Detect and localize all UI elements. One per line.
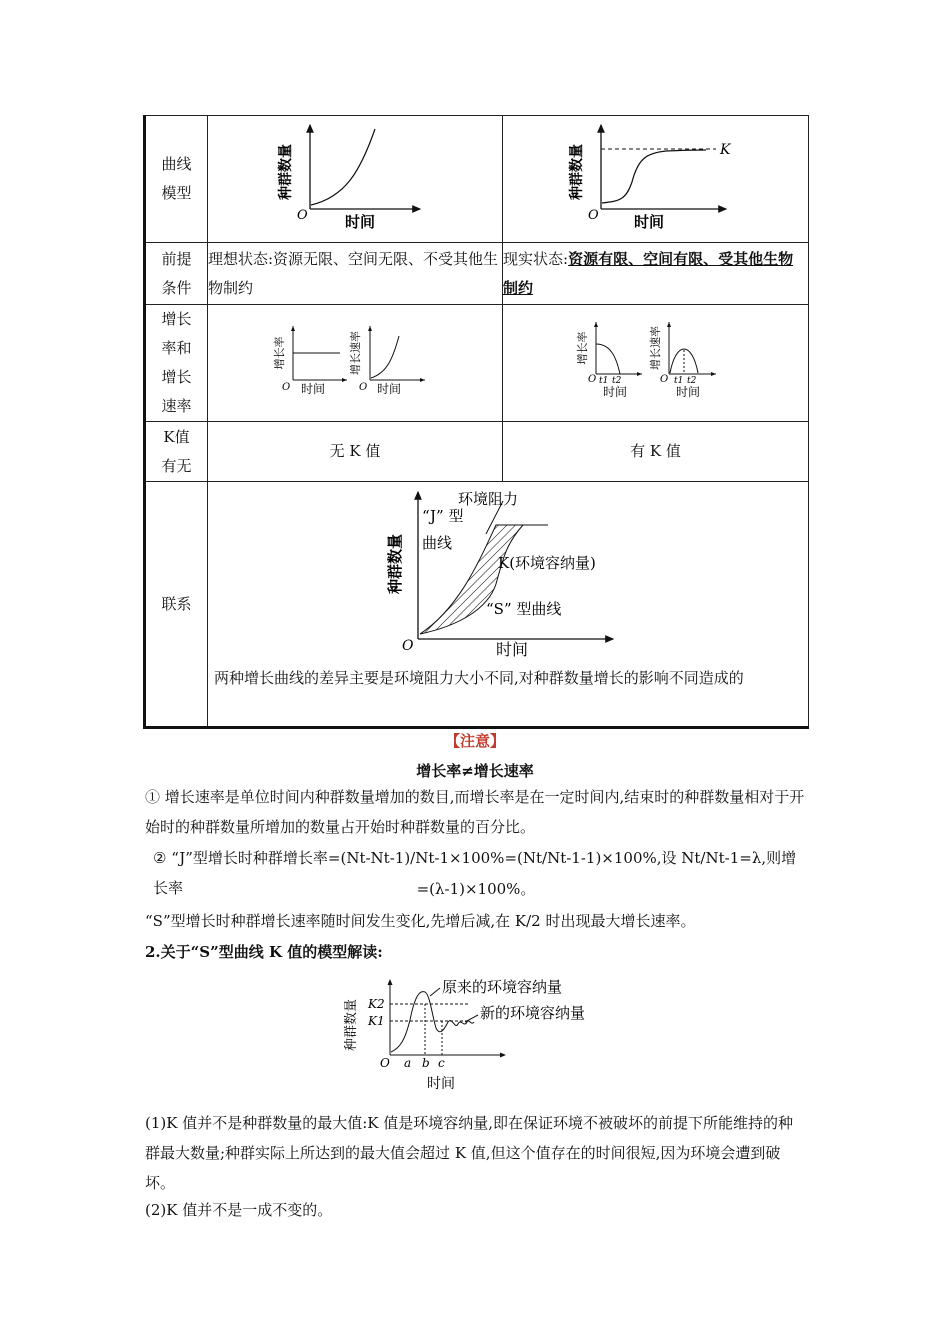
j-k: 无 K 值 xyxy=(208,422,503,482)
svg-text:O: O xyxy=(659,373,668,385)
svg-text:K: K xyxy=(719,141,730,158)
svg-text:t1: t1 xyxy=(598,375,608,386)
svg-text:环境阻力: 环境阻力 xyxy=(458,490,519,508)
note-title: 【注意】 xyxy=(444,732,505,750)
s-curve-cell xyxy=(503,116,809,243)
svg-text:增长率: 增长率 xyxy=(273,336,286,370)
section2-paragraph-1: (1)K 值并不是种群数量的最大值:K 值是环境容纳量,即在保证环境不被破坏的前提下所能维持的种群最大数量;种群实际上所达到的最大值会超过 K 值,但这个值存在的时间很短,因为环境会遭到破坏。 xyxy=(145,1114,794,1192)
svg-text:K1: K1 xyxy=(368,1014,385,1028)
svg-text:种群数量: 种群数量 xyxy=(278,143,294,200)
svg-text:时间: 时间 xyxy=(427,1076,455,1092)
relation-figure xyxy=(378,484,638,659)
svg-text:新的环境容纳量: 新的环境容纳量 xyxy=(480,1004,586,1022)
row-label-rates: 增长 率和 增长 速率 xyxy=(145,305,208,422)
j-rates-figure xyxy=(275,318,435,398)
svg-text:种群数量: 种群数量 xyxy=(344,998,359,1052)
svg-text:K2: K2 xyxy=(368,997,385,1011)
svg-text:O: O xyxy=(380,1056,390,1070)
svg-text:t2: t2 xyxy=(611,375,621,386)
note-paragraph-1: ① 增长速率是单位时间内种群数量增加的数目,而增长率是在一定时间内,结束时的种群数量相对于开始时的种群数量所增加的数量占开始时种群数量的百分比。 xyxy=(145,788,805,836)
relation-cell xyxy=(208,482,809,728)
row-label-premise: 前提 条件 xyxy=(145,243,208,305)
svg-text:曲线: 曲线 xyxy=(422,534,453,552)
k-value-figure xyxy=(340,970,620,1095)
svg-text:原来的环境容纳量: 原来的环境容纳量 xyxy=(442,978,563,996)
comparison-table xyxy=(143,115,809,729)
j-curve-cell xyxy=(208,116,503,243)
svg-text:O: O xyxy=(297,207,308,223)
s-rates-figure xyxy=(576,316,736,401)
row-label-curve-model: 曲线 模型 xyxy=(145,116,208,243)
svg-text:O: O xyxy=(359,382,368,393)
svg-text:时间: 时间 xyxy=(377,382,402,396)
s-premise: 现实状态:资源有限、空间有限、受其他生物制约 xyxy=(503,243,809,305)
svg-text:O: O xyxy=(587,207,599,223)
svg-text:t2: t2 xyxy=(686,375,696,386)
svg-text:O: O xyxy=(402,638,414,654)
s-curve-figure xyxy=(566,117,746,232)
svg-text:c: c xyxy=(438,1056,445,1070)
s-rates-cell xyxy=(503,305,809,422)
note-paragraph-3: “S”型增长时种群增长速率随时间发生变化,先增后减,在 K/2 时出现最大增长速率。 xyxy=(145,912,696,930)
svg-text:增长率: 增长率 xyxy=(575,331,589,364)
svg-text:O: O xyxy=(282,382,291,393)
svg-text:b: b xyxy=(422,1056,430,1070)
svg-text:O: O xyxy=(587,373,596,385)
svg-text:时间: 时间 xyxy=(345,212,376,231)
svg-text:t1: t1 xyxy=(673,375,683,386)
j-premise: 理想状态:资源无限、空间无限、不受其他生物制约 xyxy=(208,243,503,305)
j-rates-cell xyxy=(208,305,503,422)
s-k: 有 K 值 xyxy=(503,422,809,482)
svg-text:K(环境容纳量): K(环境容纳量) xyxy=(498,554,596,572)
note-paragraph-2: ② “J”型增长时种群增长率=(Nt-Nt-1)/Nt-1×100%=(Nt/Nt-1-1)×100%,设 Nt/Nt-1=λ,则增长率 xyxy=(153,849,797,897)
svg-text:种群数量: 种群数量 xyxy=(386,533,404,595)
row-label-k: K值 有无 xyxy=(145,422,208,482)
svg-text:时间: 时间 xyxy=(301,382,326,396)
svg-text:“S” 型曲线: “S” 型曲线 xyxy=(486,600,562,618)
row-label-relation: 联系 xyxy=(145,482,208,728)
section2-title: 2.关于“S”型曲线 K 值的模型解读: xyxy=(145,943,383,961)
svg-text:时间: 时间 xyxy=(633,212,664,231)
svg-text:时间: 时间 xyxy=(602,384,627,399)
j-curve-figure xyxy=(275,117,435,232)
section2-paragraph-2: (2)K 值并不是一成不变的。 xyxy=(145,1201,333,1219)
relation-text: 两种增长曲线的差异主要是环境阻力大小不同,对种群数量增长的影响不同造成的 xyxy=(214,669,744,687)
note-subtitle: 增长率≠增长速率 xyxy=(416,762,534,780)
note-paragraph-2b: =(λ-1)×100%。 xyxy=(416,880,536,898)
svg-text:增长速率: 增长速率 xyxy=(648,325,662,370)
svg-text:a: a xyxy=(404,1056,412,1070)
svg-text:时间: 时间 xyxy=(496,640,529,659)
svg-text:时间: 时间 xyxy=(675,384,700,399)
svg-text:种群数量: 种群数量 xyxy=(568,143,585,200)
svg-text:“J” 型: “J” 型 xyxy=(422,507,464,525)
svg-text:增长速率: 增长速率 xyxy=(349,331,362,375)
